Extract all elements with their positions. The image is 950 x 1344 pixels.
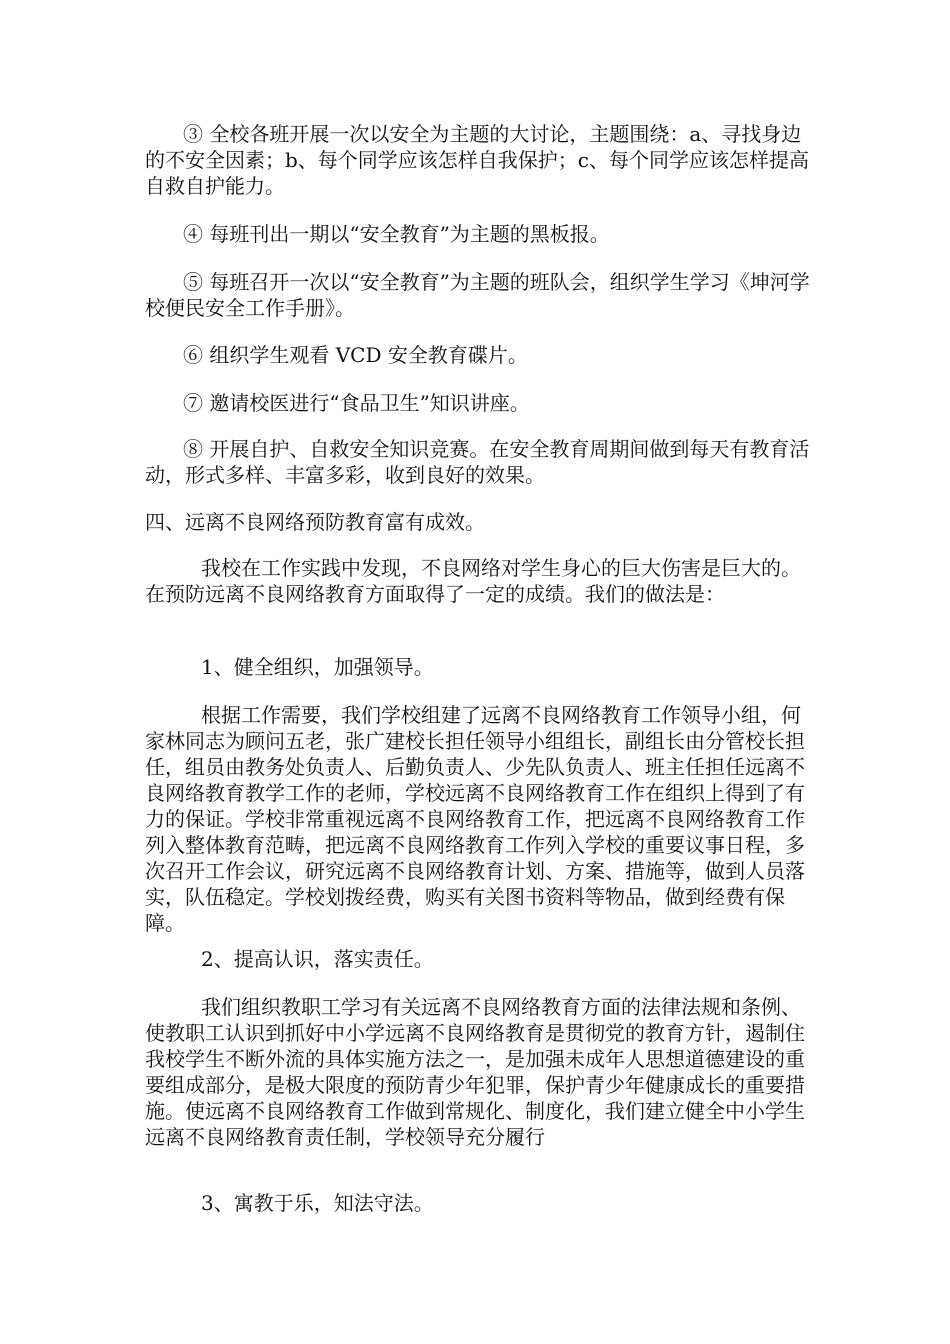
subheading-organization: 1、健全组织，加强领导。 bbox=[201, 655, 434, 679]
paragraph-staff-training: 我们组织教职工学习有关远离不良网络教育方面的法律法规和条例、使教职工认识到抓好中小学远离不良网络教育是贯彻党的教育方针，遏制住我校学生不断外流的具体实施方法之一，是加强未成年人思想道德建设的重要组成部分，是极大限度的预防青少年犯罪，保护青少年健康成长的重要措施。使远离不良网络教育工作做到常规化、制度化，我们建立健全中小学生远离不良网络教育责任制，学校领导充分履行 bbox=[145, 995, 805, 1149]
paragraph-leadership-group: 根据工作需要，我们学校组建了远离不良网络教育工作领导小组，何家林同志为顾问五老，张广建校长担任领导小组组长，副组长由分管校长担任，组员由教务处负责人、后勤负责人、少先队负责人、班主任担任远离不良网络教育教学工作的老师，学校远离不良网络教育工作在组织上得到了有力的保证。学校非常重视远离不良网络教育工作，把远离不良网络教育工作列入整体教育范畴，把远离不良网络教育工作列入学校的重要议事日程，多次召开工作会议，研究远离不良网络教育计划、方案、措施等，做到人员落实，队伍稳定。学校划拨经费，购买有关图书资料等物品，做到经费有保障。 bbox=[145, 703, 805, 935]
paragraph-blackboard-report: ④ 每班刊出一期以“安全教育”为主题的黑板报。 bbox=[183, 222, 610, 246]
paragraph-safety-discussion: ③ 全校各班开展一次以安全为主题的大讨论，主题围绕：a、寻找身边的不安全因素；b、每个同学应该怎样自我保护；c、每个同学应该怎样提高自救自护能力。 bbox=[145, 122, 810, 198]
paragraph-vcd-viewing: ⑥ 组织学生观看 VCD 安全教育碟片。 bbox=[183, 343, 528, 367]
paragraph-safety-contest: ⑧ 开展自护、自救安全知识竞赛。在安全教育周期间做到每天有教育活动，形式多样、丰富多彩，收到良好的效果。 bbox=[145, 437, 810, 487]
paragraph-class-meeting: ⑤ 每班召开一次以“安全教育”为主题的班队会，组织学生学习《坤河学校便民安全工作手册》。 bbox=[145, 270, 810, 320]
paragraph-food-hygiene-lecture: ⑦ 邀请校医进行“食品卫生”知识讲座。 bbox=[183, 391, 530, 415]
subheading-awareness: 2、提高认识，落实责任。 bbox=[201, 947, 434, 971]
subheading-education-fun: 3、寓教于乐，知法守法。 bbox=[201, 1191, 434, 1215]
section-heading-internet-education: 四、远离不良网络预防教育富有成效。 bbox=[145, 510, 485, 534]
paragraph-practice-findings: 我校在工作实践中发现，不良网络对学生身心的巨大伤害是巨大的。在预防远离不良网络教育方面取得了一定的成绩。我们的做法是： bbox=[145, 556, 801, 606]
